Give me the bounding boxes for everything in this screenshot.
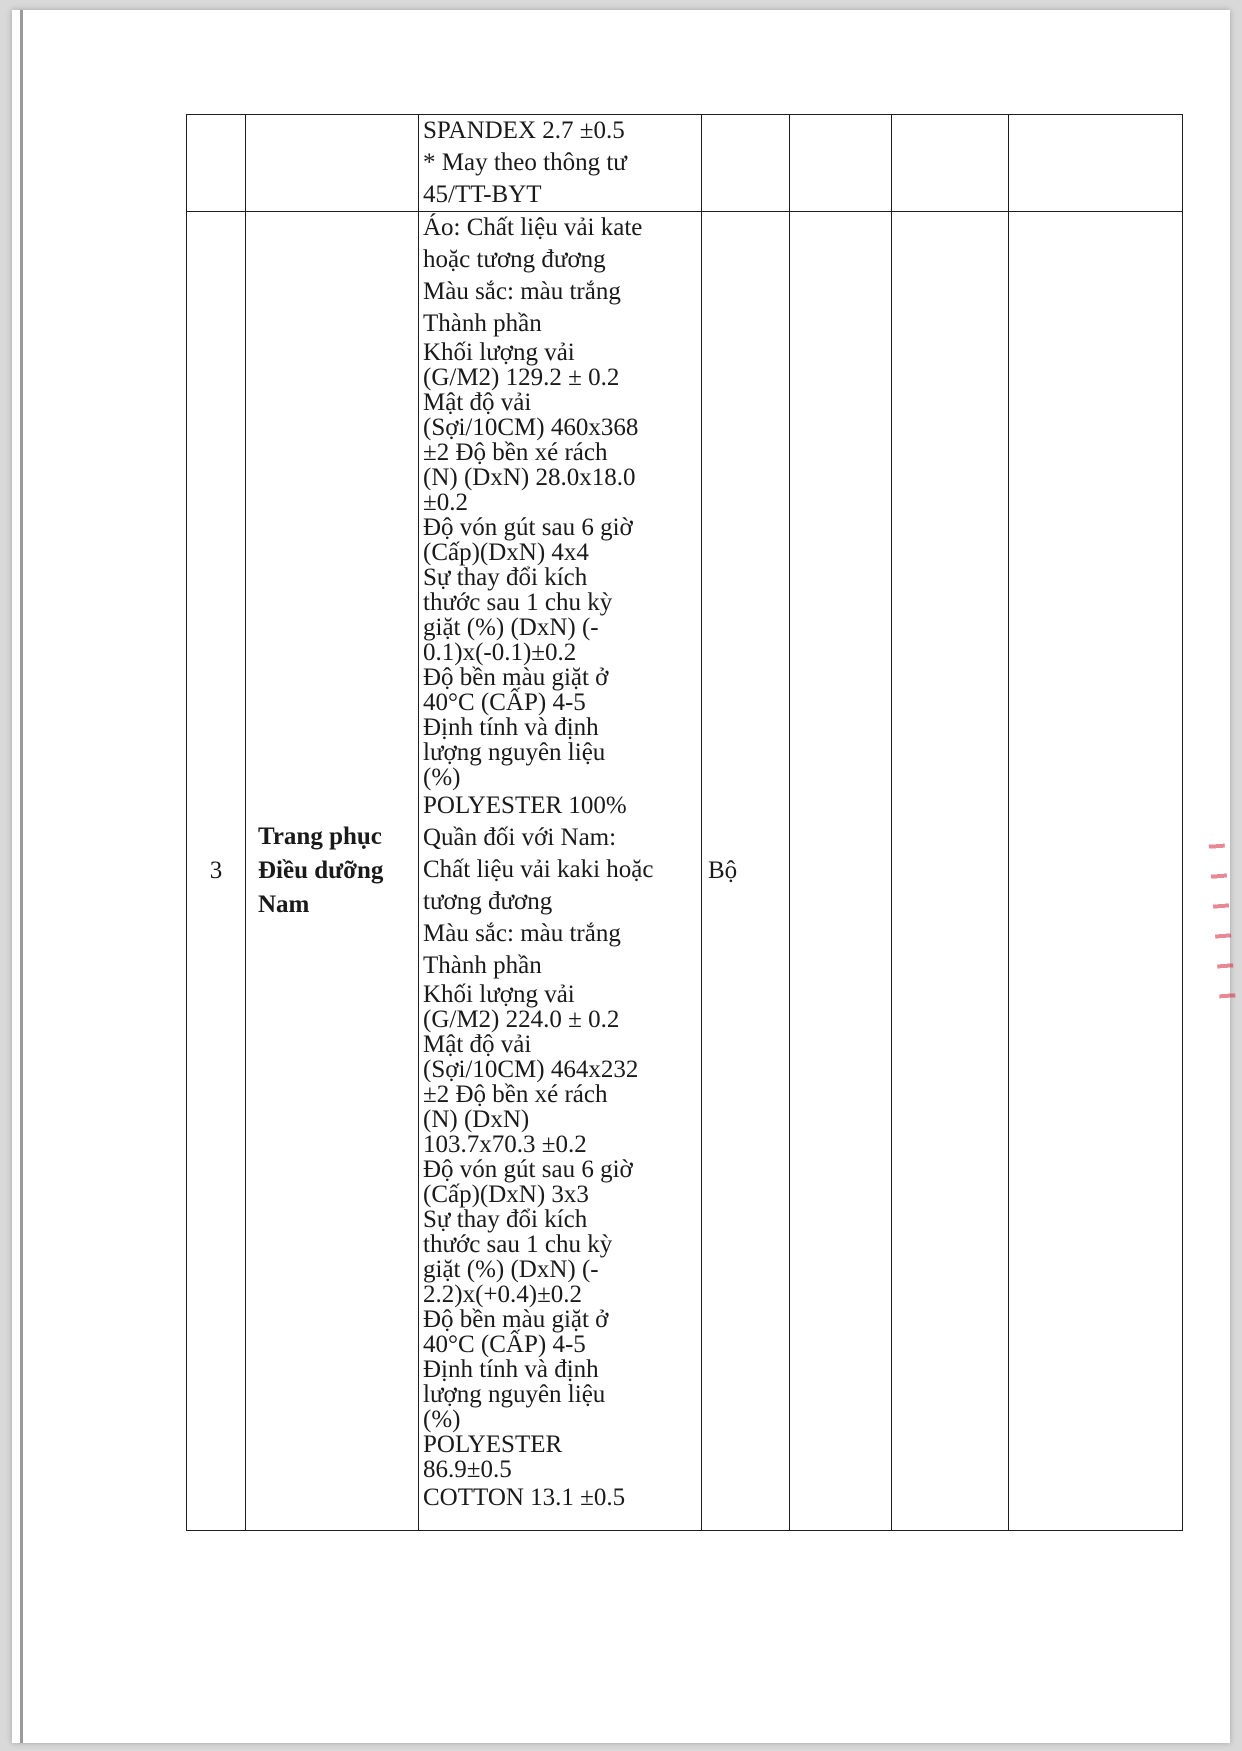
shirt-description [423, 212, 697, 340]
empty-cell [790, 212, 892, 1531]
text-line: Khối lượng vải [423, 339, 575, 366]
text-line: Nam [258, 891, 310, 918]
text-line: Độ bền màu giặt ở [423, 1306, 609, 1333]
text-line: Độ bền màu giặt ở [423, 664, 609, 691]
text-line: (N) (DxN) 28.0x18.0 [423, 464, 636, 491]
text-line: hoặc tương đương [423, 246, 606, 273]
description-cell [419, 115, 702, 212]
text-line: lượng nguyên liệu [423, 739, 606, 766]
text-line: 40°C (CẤP) 4-5 [423, 689, 586, 716]
empty-cell [1009, 115, 1183, 212]
text-line: ±2 Độ bền xé rách [423, 439, 608, 466]
text-line: giặt (%) (DxN) (- [423, 614, 599, 641]
text-line: Mật độ vải [423, 1031, 532, 1058]
table-row [187, 212, 1183, 1531]
text-line: Điều dưỡng [258, 857, 384, 884]
text-line: lượng nguyên liệu [423, 1381, 606, 1408]
table-row [187, 115, 1183, 212]
text-line: 0.1)x(-0.1)±0.2 [423, 639, 577, 666]
text-line: (Cấp)(DxN) 3x3 [423, 1181, 589, 1208]
page-edge [20, 10, 23, 1743]
text-line: POLYESTER [423, 1431, 563, 1458]
text-line: Mật độ vải [423, 389, 532, 416]
text-line: Áo: Chất liệu vải kate [423, 214, 643, 241]
text-line: 2.2)x(+0.4)±0.2 [423, 1281, 583, 1308]
text-line: 40°C (CẤP) 4-5 [423, 1331, 586, 1358]
item-number: 3 [187, 212, 246, 1531]
text-line: COTTON 13.1 ±0.5 [423, 1484, 626, 1511]
text-line: thước sau 1 chu kỳ [423, 1231, 613, 1258]
text-line: (G/M2) 129.2 ± 0.2 [423, 364, 620, 391]
text-line: Định tính và định [423, 1356, 599, 1383]
text-line: 86.9±0.5 [423, 1456, 512, 1483]
trousers-specs [423, 982, 697, 1482]
text-line: (Sợi/10CM) 460x368 [423, 414, 639, 441]
text-line: Màu sắc: màu trắng [423, 278, 621, 305]
text-line: tương đương [423, 888, 553, 915]
text-line: (Cấp)(DxN) 4x4 [423, 539, 589, 566]
empty-cell [1009, 212, 1183, 1531]
unit-cell [702, 115, 790, 212]
text-line: Độ vón gút sau 6 giờ [423, 1156, 633, 1183]
text-line: Thành phần [423, 310, 542, 337]
text-line: Chất liệu vải kaki hoặc [423, 856, 654, 883]
text-line: Trang phục [258, 823, 382, 850]
text-line: (%) [423, 1406, 461, 1433]
empty-cell [790, 115, 892, 212]
text-line: Định tính và định [423, 714, 599, 741]
text-line: giặt (%) (DxN) (- [423, 1256, 599, 1283]
trousers-description [423, 790, 697, 982]
empty-cell [892, 212, 1009, 1531]
item-name-cell [246, 212, 419, 1531]
unit-cell: Bộ [702, 212, 790, 1531]
description-lines [423, 115, 697, 211]
text-line: (G/M2) 224.0 ± 0.2 [423, 1006, 620, 1033]
text-line: (N) (DxN) [423, 1106, 530, 1133]
text-line: Sự thay đổi kích [423, 1206, 588, 1233]
text-line: Thành phần [423, 952, 542, 979]
text-line: ±0.2 [423, 489, 468, 516]
text-line: thước sau 1 chu kỳ [423, 589, 613, 616]
text-line: Khối lượng vải [423, 981, 575, 1008]
empty-cell [892, 115, 1009, 212]
text-line: * May theo thông tư [423, 149, 627, 176]
item-name [258, 820, 418, 922]
text-line: Sự thay đổi kích [423, 564, 588, 591]
trousers-final-line [423, 1482, 697, 1514]
text-line: Quần đối với Nam: [423, 824, 617, 851]
name-cell [246, 115, 419, 212]
text-line: ±2 Độ bền xé rách [423, 1081, 608, 1108]
text-line: Độ vón gút sau 6 giờ [423, 514, 633, 541]
text-line: (%) [423, 764, 461, 791]
text-line: POLYESTER 100% [423, 792, 627, 819]
specification-table [186, 114, 1183, 1531]
text-line: Màu sắc: màu trắng [423, 920, 621, 947]
text-line: 103.7x70.3 ±0.2 [423, 1131, 587, 1158]
text-line: SPANDEX 2.7 ±0.5 [423, 117, 625, 144]
text-line: (Sợi/10CM) 464x232 [423, 1056, 639, 1083]
number-cell [187, 115, 246, 212]
description-cell [419, 212, 702, 1531]
text-line: 45/TT-BYT [423, 181, 542, 208]
shirt-specs [423, 340, 697, 790]
